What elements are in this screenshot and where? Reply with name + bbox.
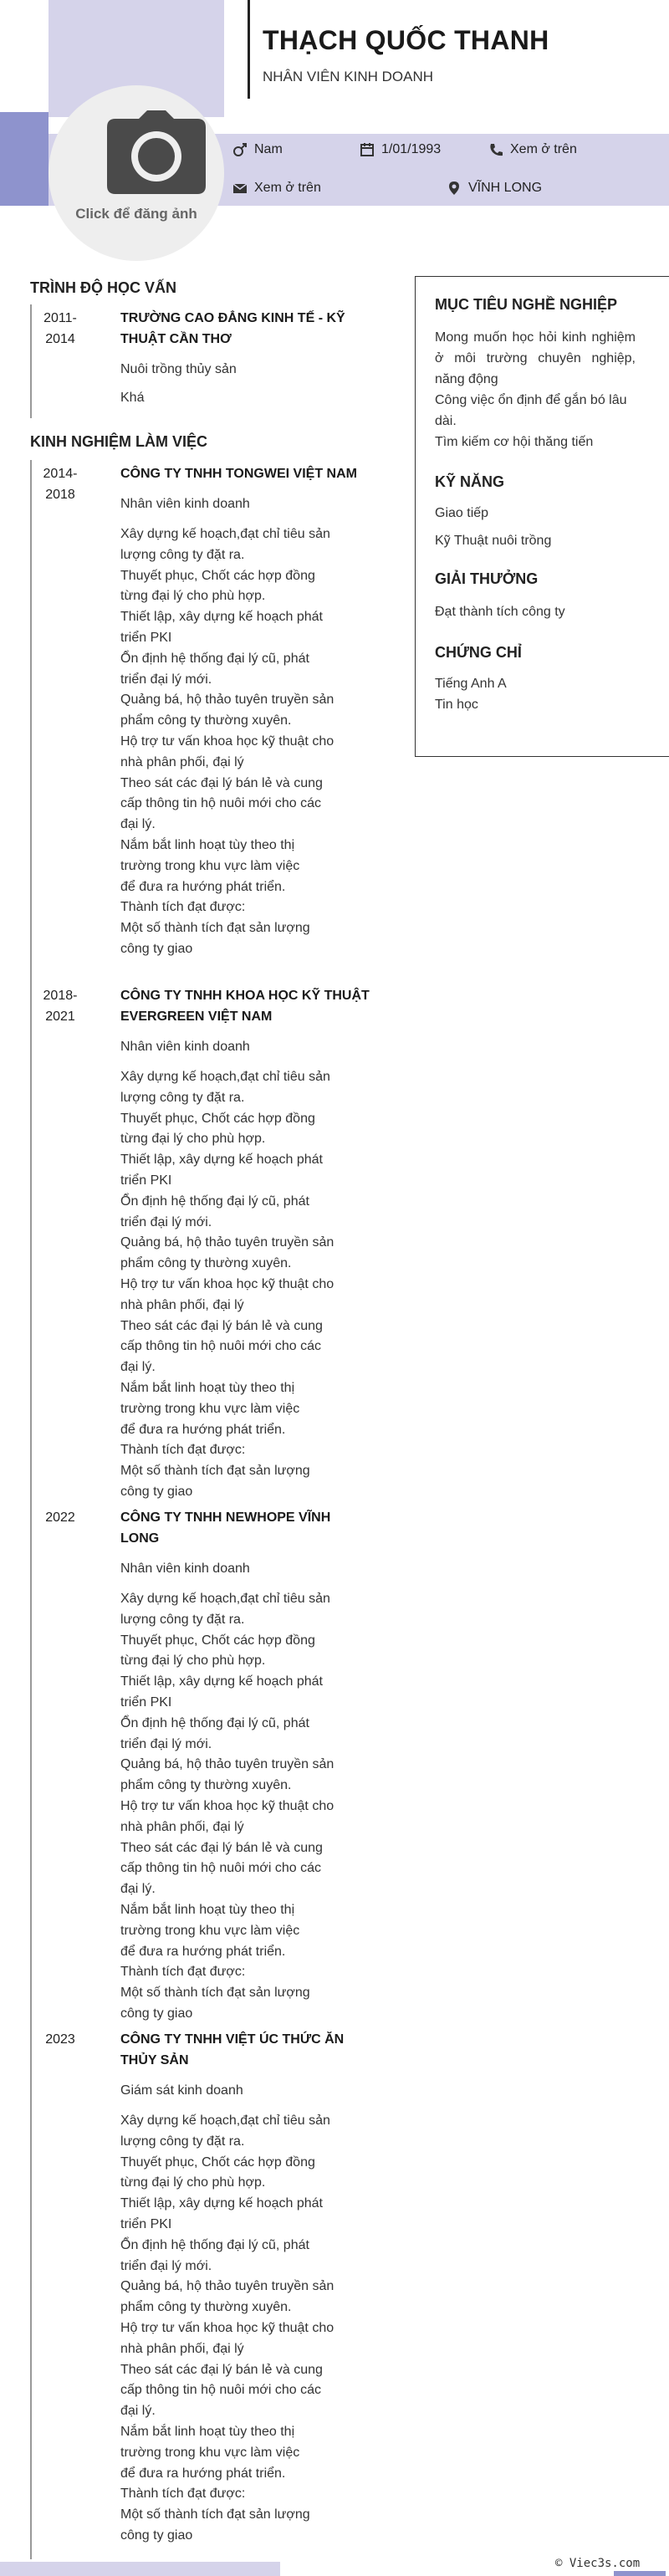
education-major: Nuôi trồng thủy sản <box>120 362 237 376</box>
calendar-icon <box>360 142 375 157</box>
awards-heading: GIẢI THƯỞNG <box>435 570 539 587</box>
watermark-accent <box>614 2571 666 2576</box>
company-name: CÔNG TY TNHH KHOA HỌC KỸ THUẬT EVERGREEN VIỆT NAM <box>120 989 370 1024</box>
header-side-accent <box>0 112 49 206</box>
school-name: TRƯỜNG CAO ĐẲNG KINH TẾ - KỸ THUẬT CẦN THƠ <box>120 311 345 346</box>
experience-years: 2018- 2021 <box>43 989 78 1024</box>
certificates-section <box>435 644 636 715</box>
location-info <box>447 181 542 196</box>
job-role: Nhân viên kinh doanh <box>120 1561 250 1576</box>
gender-icon <box>232 142 248 157</box>
job-role: Nhân viên kinh doanh <box>120 497 250 511</box>
birthdate-value: 1/01/1993 <box>381 142 442 156</box>
email-info <box>232 181 321 196</box>
education-years: 2011- 2014 <box>43 311 77 346</box>
objective-section <box>435 296 636 452</box>
map-pin-icon <box>447 181 462 196</box>
job-description: Xây dựng kế hoạch,đạt chỉ tiêu sản lượng công ty đặt ra. Thuyết phục, Chốt các hợp đồng từng đại lý cho phù hợp. Thiết lập, xây dựng kế hoạch phát triển PKI Ổn định hệ thống đại lý cũ, phát triển đại lý mới. Quảng bá, hộ thảo tuyên truyền sản phẩm công ty thường xuyên. Hộ trợ tư vấn khoa học kỹ thuật cho nhà phân phối, đại lý Theo sát các đại lý bán lẻ và cung cấp thông tin hộ nuôi mới cho các đại lý. Nắm bắt linh hoạt tùy theo thị trường trong khu vực làm việc để đưa ra hướng phát triển. Thành tích đạt được: Một số thành tích đạt sản lượng công ty giao <box>120 1592 334 2021</box>
envelope-icon <box>232 181 248 196</box>
job-role: Nhân viên kinh doanh <box>120 1040 250 1054</box>
objective-text: Mong muốn học hỏi kinh nghiệm ở môi trường chuyên nghiệp, năng động <box>435 330 636 386</box>
birthdate-info <box>360 142 441 157</box>
skill-item: Giao tiếp <box>435 506 489 520</box>
certificates-heading: CHỨNG CHỈ <box>435 644 522 661</box>
location-value: VĨNH LONG <box>468 181 543 195</box>
experience-years: 2014- 2018 <box>43 467 78 502</box>
phone-icon <box>488 142 503 157</box>
job-description: Xây dựng kế hoạch,đạt chỉ tiêu sản lượng công ty đặt ra. Thuyết phục, Chốt các hợp đồng từng đại lý cho phù hợp. Thiết lập, xây dựng kế hoạch phát triển PKI Ổn định hệ thống đại lý cũ, phát triển đại lý mới. Quảng bá, hộ thảo tuyên truyền sản phẩm công ty thường xuyên. Hộ trợ tư vấn khoa học kỹ thuật cho nhà phân phối, đại lý Theo sát các đại lý bán lẻ và cung cấp thông tin hộ nuôi mới cho các đại lý. Nắm bắt linh hoạt tùy theo thị trường trong khu vực làm việc để đưa ra hướng phát triển. Thành tích đạt được: Một số thành tích đạt sản lượng công ty giao <box>120 1070 334 1499</box>
job-description: Xây dựng kế hoạch,đạt chỉ tiêu sản lượng công ty đặt ra. Thuyết phục, Chốt các hợp đồng từng đại lý cho phù hợp. Thiết lập, xây dựng kế hoạch phát triển PKI Ổn định hệ thống đại lý cũ, phát triển đại lý mới. Quảng bá, hộ thảo tuyên truyền sản phẩm công ty thường xuyên. Hộ trợ tư vấn khoa học kỹ thuật cho nhà phân phối, đại lý Theo sát các đại lý bán lẻ và cung cấp thông tin hộ nuôi mới cho các đại lý. Nắm bắt linh hoạt tùy theo thị trường trong khu vực làm việc để đưa ra hướng phát triển. Thành tích đạt được: Một số thành tích đạt sản lượng công ty giao <box>120 527 334 956</box>
education-heading: TRÌNH ĐỘ HỌC VẤN <box>30 279 176 296</box>
avatar-upload-label[interactable]: Click để đăng ảnh <box>75 206 197 222</box>
gender-value: Nam <box>254 142 283 156</box>
experience-years: 2023 <box>45 2032 75 2047</box>
certificate-item: Tin học <box>435 698 478 712</box>
gender-info <box>232 142 283 157</box>
phone-value: Xem ở trên <box>510 142 577 156</box>
objective-extra: Công việc ổn định để gắn bó lâu dài. Tìm kiếm cơ hội thăng tiến <box>435 393 627 449</box>
skills-section <box>435 473 636 551</box>
education-grade: Khá <box>120 391 145 405</box>
name-divider <box>248 0 250 99</box>
job-description: Xây dựng kế hoạch,đạt chỉ tiêu sản lượng công ty đặt ra. Thuyết phục, Chốt các hợp đồng từng đại lý cho phù hợp. Thiết lập, xây dựng kế hoạch phát triển PKI Ổn định hệ thống đại lý cũ, phát triển đại lý mới. Quảng bá, hộ thảo tuyên truyền sản phẩm công ty thường xuyên. Hộ trợ tư vấn khoa học kỹ thuật cho nhà phân phối, đại lý Theo sát các đại lý bán lẻ và cung cấp thông tin hộ nuôi mới cho các đại lý. Nắm bắt linh hoạt tùy theo thị trường trong khu vực làm việc để đưa ra hướng phát triển. Thành tích đạt được: Một số thành tích đạt sản lượng công ty giao <box>120 2113 334 2543</box>
watermark-text: © Viec3s.com <box>555 2557 641 2570</box>
experience-heading: KINH NGHIỆM LÀM VIỆC <box>30 433 208 450</box>
company-name: CÔNG TY TNHH TONGWEI VIỆT NAM <box>120 467 357 481</box>
experience-years: 2022 <box>45 1510 75 1525</box>
awards-section <box>435 570 636 622</box>
phone-info <box>488 142 577 157</box>
email-value: Xem ở trên <box>254 181 321 195</box>
company-name: CÔNG TY TNHH VIỆT ÚC THỨC ĂN THỦY SẢN <box>120 2032 345 2067</box>
award-item: Đạt thành tích công ty <box>435 605 565 619</box>
camera-icon[interactable] <box>107 110 206 194</box>
full-name: THẠCH QUỐC THANH <box>263 25 549 55</box>
company-name: CÔNG TY TNHH NEWHOPE VĨNH LONG <box>120 1510 331 1546</box>
job-role: Giám sát kinh doanh <box>120 2083 243 2098</box>
footer-accent-bar <box>0 2562 280 2576</box>
job-title: NHÂN VIÊN KINH DOANH <box>263 69 434 84</box>
objective-heading: MỤC TIÊU NGHỀ NGHIỆP <box>435 296 618 313</box>
certificate-item: Tiếng Anh A <box>435 677 507 691</box>
skill-item: Kỹ Thuật nuôi trồng <box>435 534 552 548</box>
skills-heading: KỸ NĂNG <box>435 473 505 490</box>
